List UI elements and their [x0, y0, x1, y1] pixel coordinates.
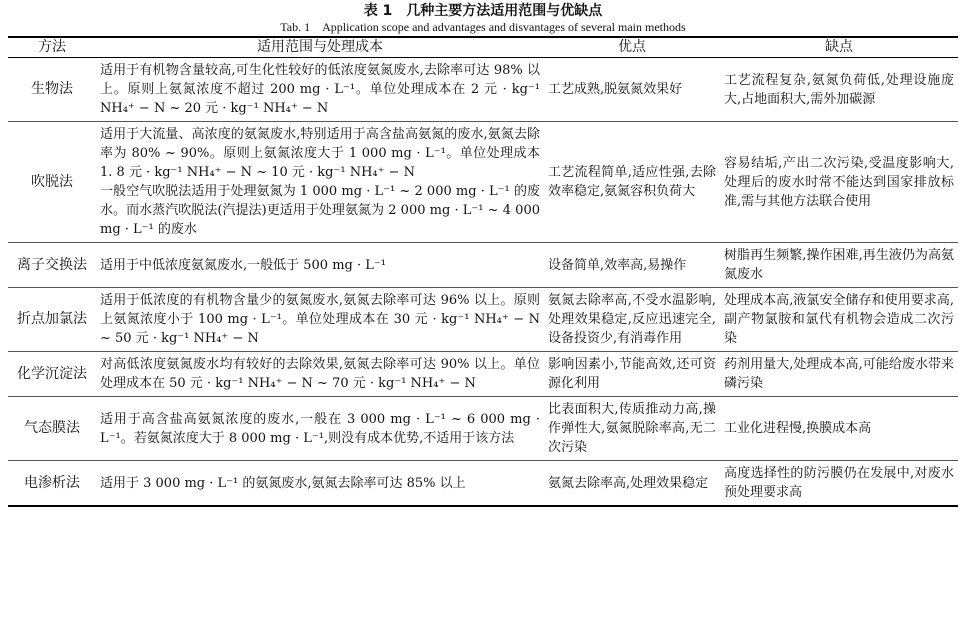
table-row [8, 461, 958, 507]
table-row [8, 288, 958, 352]
header-method: 方法 [8, 37, 96, 58]
disadvantages-cell: 工业化进程慢,换膜成本高 [720, 397, 958, 461]
scope-cell [96, 461, 544, 507]
scope-paragraph: 对高低浓度氨氮废水均有较好的去除效果,氨氮去除率可达 90% 以上。单位处理成本在 50 元 · kg⁻¹ NH₄⁺ − N ~ 70 元 · kg⁻¹ NH₄⁺ − N [100, 357, 540, 391]
method-cell: 气态膜法 [8, 397, 96, 461]
table-row [8, 58, 958, 122]
methods-table [8, 36, 958, 507]
method-cell: 折点加氯法 [8, 288, 96, 352]
scope-cell [96, 58, 544, 122]
scope-paragraph: 适用于低浓度的有机物含量少的氨氮废水,氨氮去除率可达 96% 以上。原则上氨氮浓度小于 100 mg · L⁻¹。单位处理成本在 30 元 · kg⁻¹ NH₄⁺ − N ~ 50 元 · kg⁻¹ NH₄⁺ − N [100, 293, 540, 346]
disadvantages-cell: 处理成本高,液氯安全储存和使用要求高,副产物氯胺和氯代有机物会造成二次污染 [720, 288, 958, 352]
table-row [8, 352, 958, 397]
disadvantages-cell: 药剂用量大,处理成本高,可能给废水带来磷污染 [720, 352, 958, 397]
table-caption-en: Tab. 1 Application scope and advantages and disvantages of several main methods [280, 20, 686, 34]
advantages-cell: 氨氮去除率高,不受水温影响,处理效果稳定,反应迅速完全,设备投资少,有消毒作用 [544, 288, 720, 352]
method-cell: 生物法 [8, 58, 96, 122]
advantages-cell: 比表面积大,传质推动力高,操作弹性大,氨氮脱除率高,无二次污染 [544, 397, 720, 461]
scope-cell [96, 397, 544, 461]
advantages-cell: 影响因素小,节能高效,还可资源化利用 [544, 352, 720, 397]
header-disadvantages: 缺点 [720, 37, 958, 58]
table-row [8, 397, 958, 461]
table-row [8, 122, 958, 243]
method-cell: 电渗析法 [8, 461, 96, 507]
disadvantages-cell: 高度选择性的防污膜仍在发展中,对废水预处理要求高 [720, 461, 958, 507]
advantages-cell: 工艺流程简单,适应性强,去除效率稳定,氨氮容积负荷大 [544, 122, 720, 243]
method-cell: 吹脱法 [8, 122, 96, 243]
scope-paragraph: 一般空气吹脱法适用于处理氨氮为 1 000 mg · L⁻¹ ~ 2 000 mg · L⁻¹ 的废水。而水蒸汽吹脱法(汽提法)更适用于处理氨氮为 2 000 mg · L⁻¹ ~ 4 000 mg · L⁻¹ 的废水 [100, 184, 540, 237]
scope-paragraph: 适用于高含盐高氨氮浓度的废水,一般在 3 000 mg · L⁻¹ ~ 6 000 mg · L⁻¹。若氨氮浓度大于 8 000 mg · L⁻¹,则没有成本优势,不适用于该方法 [100, 411, 540, 446]
header-scope: 适用范围与处理成本 [96, 37, 544, 58]
table-row [8, 243, 958, 288]
scope-cell [96, 288, 544, 352]
scope-paragraph: 适用于 3 000 mg · L⁻¹ 的氨氮废水,氨氮去除率可达 85% 以上 [100, 475, 466, 491]
header-advantages: 优点 [544, 37, 720, 58]
table-header-row [8, 37, 958, 58]
advantages-cell: 氨氮去除率高,处理效果稳定 [544, 461, 720, 507]
scope-paragraph: 适用于中低浓度氨氮废水,一般低于 500 mg · L⁻¹ [100, 257, 386, 273]
disadvantages-cell: 容易结垢,产出二次污染,受温度影响大,处理后的废水时常不能达到国家排放标准,需与其他方法联合使用 [720, 122, 958, 243]
scope-paragraph: 适用于大流量、高浓度的氨氮废水,特别适用于高含盐高氨氮的废水,氨氮去除率为 80% ~ 90%。原则上氨氮浓度大于 1 000 mg · L⁻¹。单位处理成本 1. 8 元 · kg⁻¹ NH₄⁺ − N ~ 10 元 · kg⁻¹ NH₄⁺ − N [100, 127, 540, 180]
advantages-cell: 工艺成熟,脱氨氮效果好 [544, 58, 720, 122]
table-caption-zh: 表 1 几种主要方法适用范围与优缺点 [363, 3, 603, 19]
scope-cell [96, 352, 544, 397]
method-cell: 离子交换法 [8, 243, 96, 288]
disadvantages-cell: 工艺流程复杂,氨氮负荷低,处理设施庞大,占地面积大,需外加碳源 [720, 58, 958, 122]
disadvantages-cell: 树脂再生频繁,操作困难,再生液仍为高氨氮废水 [720, 243, 958, 288]
advantages-cell: 设备简单,效率高,易操作 [544, 243, 720, 288]
method-cell: 化学沉淀法 [8, 352, 96, 397]
scope-cell [96, 243, 544, 288]
scope-cell [96, 122, 544, 243]
scope-paragraph: 适用于有机物含量较高,可生化性较好的低浓度氨氮废水,去除率可达 98% 以上。原则上氨氮浓度不超过 200 mg · L⁻¹。单位处理成本在 2 元 · kg⁻¹ NH₄⁺ − N ~ 20 元 · kg⁻¹ NH₄⁺ − N [100, 63, 540, 116]
